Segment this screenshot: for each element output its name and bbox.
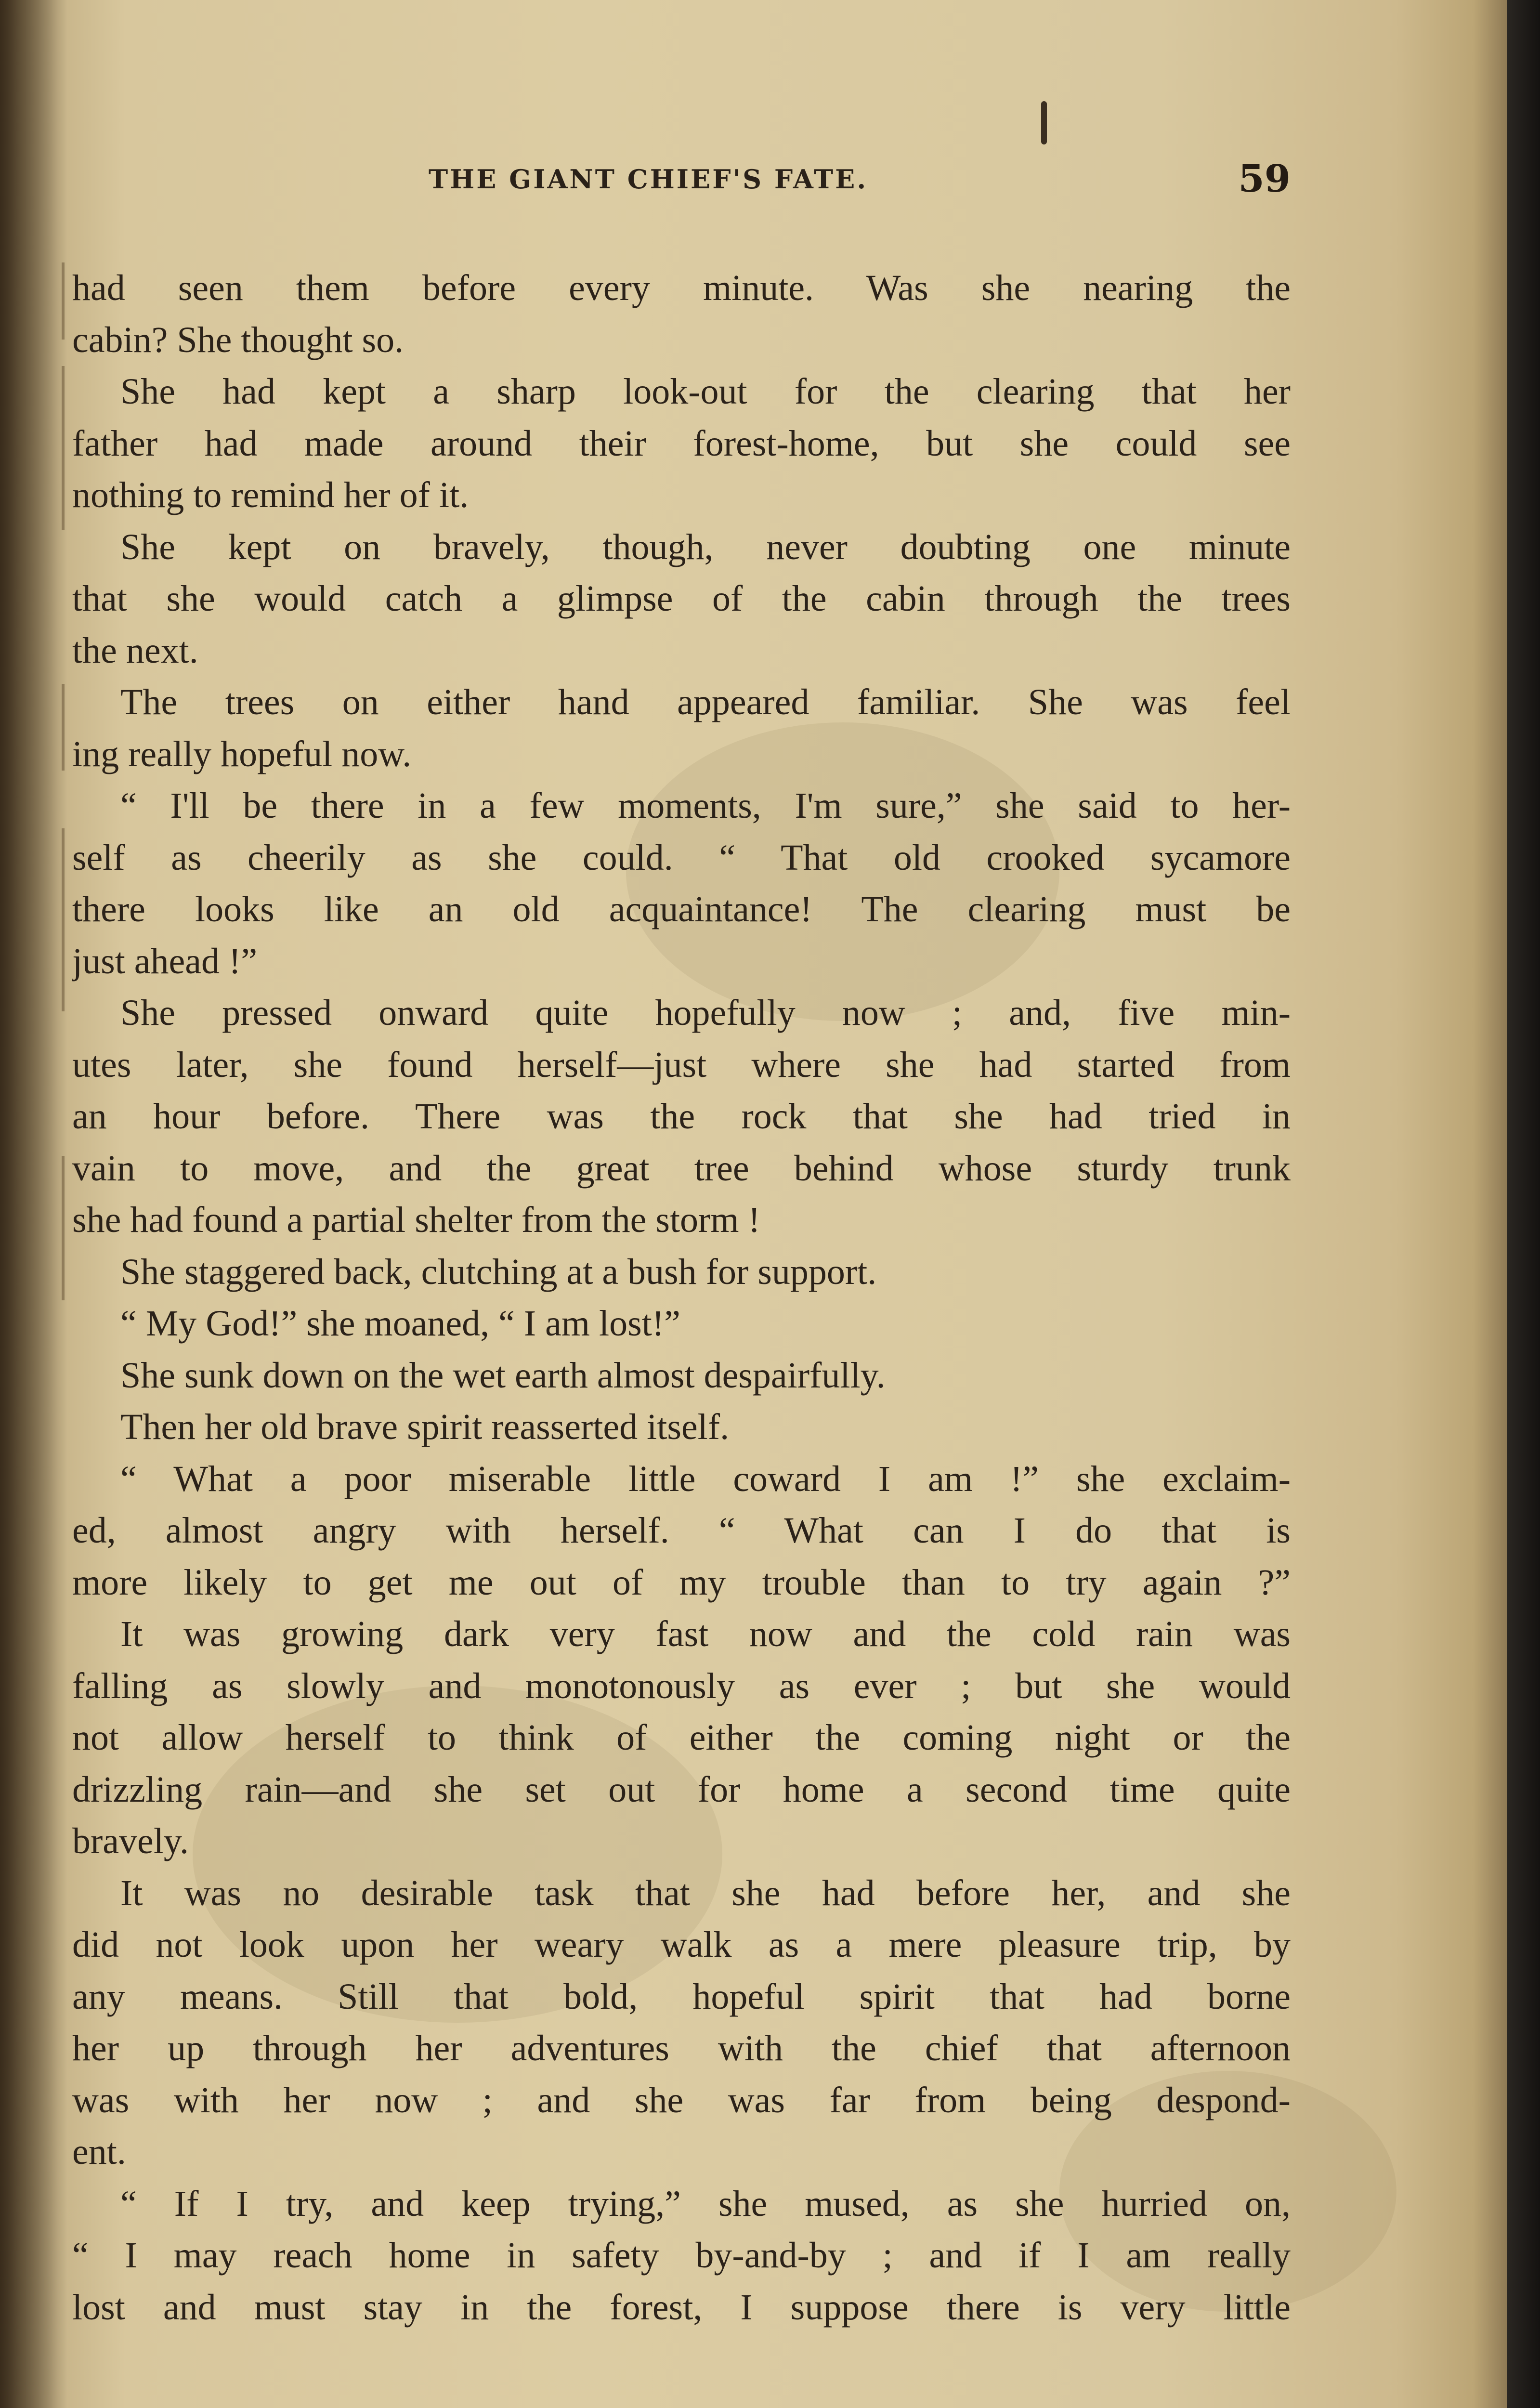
- binding-line: [62, 1156, 65, 1300]
- text-line: cabin? She thought so.: [72, 319, 404, 360]
- text-line: “ What a poor miserable little coward I am !” she exclaim-: [120, 1458, 1291, 1499]
- text-line: It was growing dark very fast now and the cold rain was: [120, 1614, 1291, 1654]
- text-line: any means. Still that bold, hopeful spirit that had borne: [72, 1976, 1291, 2017]
- text-line: She staggered back, clutching at a bush for support.: [120, 1251, 877, 1292]
- text-line: an hour before. There was the rock that she had tried in: [72, 1096, 1291, 1137]
- text-line: “ If I try, and keep trying,” she mused, as she hurried on,: [120, 2183, 1291, 2224]
- page-header: [72, 157, 1291, 217]
- text-line: lost and must stay in the forest, I suppose there is very little: [72, 2287, 1291, 2328]
- body-text: [72, 262, 1291, 2333]
- text-line: more likely to get me out of my trouble than to try again ?”: [72, 1562, 1291, 1603]
- text-line: nothing to remind her of it.: [72, 475, 469, 515]
- binding-line: [62, 366, 65, 530]
- text-line: self as cheerily as she could. “ That old crooked sycamore: [72, 837, 1291, 878]
- text-line: “ I may reach home in safety by-and-by ; and if I am really: [72, 2235, 1291, 2276]
- gutter-shadow: [0, 0, 67, 2408]
- text-line: father had made around their forest-home, but she could see: [72, 423, 1291, 464]
- text-line: She kept on bravely, though, never doubting one minute: [120, 526, 1291, 567]
- text-line: She pressed onward quite hopefully now ; and, five min-: [120, 993, 1291, 1033]
- text-line: utes later, she found herself—just where she had started from: [72, 1044, 1291, 1085]
- text-line: she had found a partial shelter from the storm !: [72, 1200, 760, 1240]
- text-line: had seen them before every minute. Was she nearing the: [72, 268, 1291, 308]
- text-line: ent.: [72, 2132, 126, 2172]
- text-line: that she would catch a glimpse of the cabin through the trees: [72, 578, 1291, 619]
- text-line: Then her old brave spirit reasserted itself.: [120, 1407, 730, 1447]
- text-line: “ My God!” she moaned, “ I am lost!”: [120, 1303, 680, 1344]
- text-line: The trees on either hand appeared familiar. She was feel: [120, 682, 1291, 722]
- text-line: did not look upon her weary walk as a mere pleasure trip, by: [72, 1924, 1291, 1965]
- running-head: THE GIANT CHIEF'S FATE.: [429, 164, 868, 195]
- text-line: She had kept a sharp look-out for the clearing that her: [120, 371, 1291, 412]
- book-edge: [1507, 0, 1540, 2408]
- ink-mark: [1041, 101, 1047, 144]
- text-line: the next.: [72, 630, 198, 671]
- text-line: there looks like an old acquaintance! The clearing must be: [72, 889, 1291, 929]
- text-line: “ I'll be there in a few moments, I'm sure,” she said to her-: [120, 785, 1291, 826]
- binding-line: [62, 262, 65, 340]
- text-line: vain to move, and the great tree behind whose sturdy trunk: [72, 1148, 1291, 1189]
- text-line: not allow herself to think of either the coming night or the: [72, 1717, 1291, 1758]
- text-line: was with her now ; and she was far from being despond-: [72, 2080, 1291, 2120]
- text-line: It was no desirable task that she had before her, and she: [120, 1872, 1291, 1913]
- text-line: ing really hopeful now.: [72, 733, 412, 774]
- binding-line: [62, 684, 65, 771]
- text-line: drizzling rain—and she set out for home a second time quite: [72, 1769, 1291, 1810]
- binding-line: [62, 828, 65, 1011]
- text-line: just ahead !”: [72, 941, 258, 982]
- text-line: She sunk down on the wet earth almost despairfully.: [120, 1355, 886, 1396]
- text-line: falling as slowly and monotonously as ever ; but she would: [72, 1665, 1291, 1706]
- text-line: bravely.: [72, 1821, 189, 1861]
- page-number: 59: [1238, 157, 1291, 201]
- text-line: ed, almost angry with herself. “ What can I do that is: [72, 1510, 1291, 1551]
- text-line: her up through her adventures with the chief that afternoon: [72, 2028, 1291, 2068]
